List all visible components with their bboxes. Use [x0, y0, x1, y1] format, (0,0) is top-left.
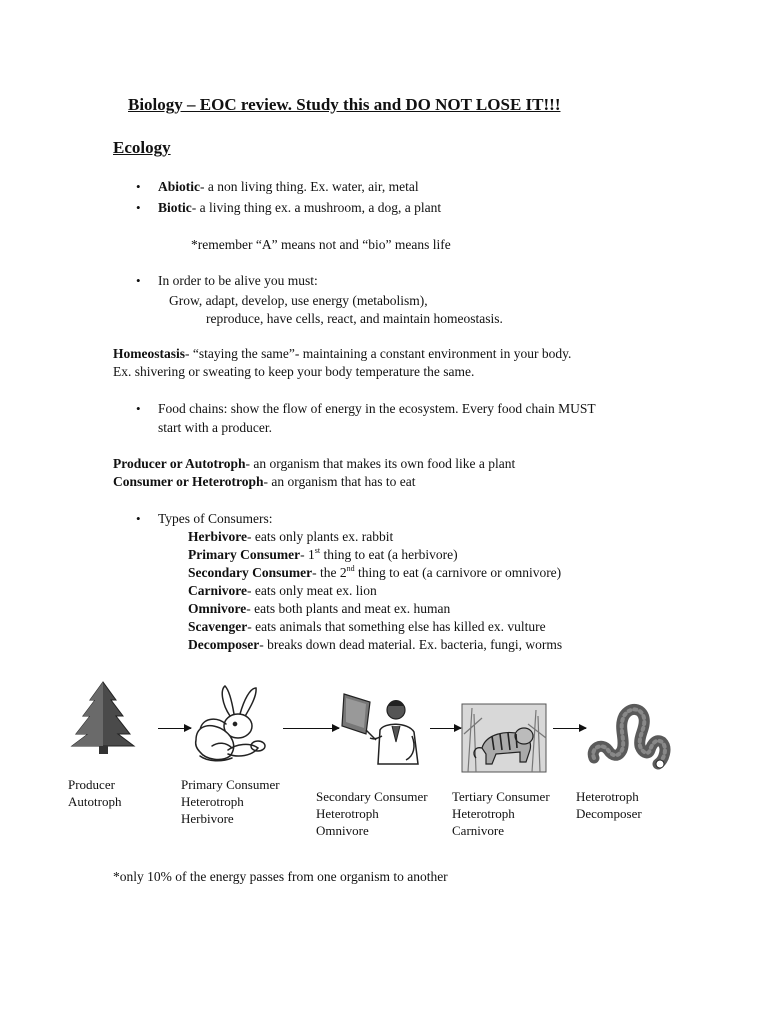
- consumer-type-herbivore: [188, 528, 393, 546]
- consumer-type-carnivore: [188, 582, 377, 600]
- caption-producer-line-2: Autotroph: [68, 794, 122, 809]
- caption-tertiary-line-3: Carnivore: [452, 823, 504, 838]
- homeostasis-example: Ex. shivering or sweating to keep your body temperature the same.: [113, 364, 475, 379]
- term-primary-consumer: Primary Consumer: [188, 547, 301, 562]
- caption-tertiary-consumer: [452, 788, 550, 839]
- caption-decomposer-line-2: Decomposer: [576, 806, 642, 821]
- caption-secondary-line-2: Heterotroph: [316, 806, 379, 821]
- man-icon: [340, 692, 422, 766]
- term-scavenger: Scavenger: [188, 619, 248, 634]
- term-homeostasis: Homeostasis: [113, 346, 185, 361]
- arrow-secondary-to-tertiary: [430, 728, 461, 729]
- homeostasis-text: - “staying the same”- maintaining a constant environment in your body.: [185, 346, 572, 361]
- caption-primary-line-3: Herbivore: [181, 811, 234, 826]
- secondary-post: thing to eat (a carnivore or omnivore): [354, 565, 562, 580]
- consumer-text: - an organism that has to eat: [263, 474, 416, 489]
- term-biotic: Biotic: [158, 200, 192, 215]
- term-consumer: Consumer or Heterotroph: [113, 474, 264, 489]
- rabbit-icon: [192, 684, 280, 764]
- term-abiotic: Abiotic: [158, 179, 200, 194]
- bullet-biotic: [158, 199, 441, 217]
- alive-line-2: reproduce, have cells, react, and maintain homeostasis.: [206, 311, 503, 326]
- arrow-primary-to-secondary: [283, 728, 339, 729]
- scavenger-text: - eats animals that something else has killed ex. vulture: [247, 619, 546, 634]
- secondary-pre: - the 2: [312, 565, 347, 580]
- primary-sup: st: [314, 546, 321, 555]
- caption-secondary-line-1: Secondary Consumer: [316, 789, 428, 804]
- term-producer: Producer or Autotroph: [113, 456, 246, 471]
- arrow-tertiary-to-decomposer: [553, 728, 586, 729]
- herbivore-text: - eats only plants ex. rabbit: [246, 529, 394, 544]
- caption-decomposer-line-1: Heterotroph: [576, 789, 639, 804]
- caption-tertiary-line-1: Tertiary Consumer: [452, 789, 550, 804]
- consumer-type-decomposer: [188, 636, 562, 654]
- bullet-abiotic: [158, 178, 419, 196]
- arrow-producer-to-primary: [158, 728, 191, 729]
- worm-icon: [588, 702, 670, 772]
- energy-note: *only 10% of the energy passes from one organism to another: [113, 869, 448, 884]
- consumer-type-omnivore: [188, 600, 450, 618]
- consumer-definition: [113, 473, 415, 491]
- omnivore-text: - eats both plants and meat ex. human: [246, 601, 451, 616]
- definition-abiotic: - a non living thing. Ex. water, air, metal: [200, 179, 419, 194]
- caption-primary-consumer: [181, 776, 280, 827]
- carnivore-text: - eats only meat ex. lion: [247, 583, 377, 598]
- producer-text: - an organism that makes its own food like a plant: [245, 456, 516, 471]
- caption-primary-line-1: Primary Consumer: [181, 777, 280, 792]
- secondary-sup: nd: [346, 564, 355, 573]
- decomposer-text: - breaks down dead material. Ex. bacteria, fungi, worms: [259, 637, 563, 652]
- caption-producer: [68, 776, 121, 810]
- term-secondary-consumer: Secondary Consumer: [188, 565, 313, 580]
- remember-note: *remember “A” means not and “bio” means life: [191, 237, 451, 252]
- caption-producer-line-1: Producer: [68, 777, 115, 792]
- section-heading-ecology: Ecology: [113, 138, 171, 157]
- consumer-type-scavenger: [188, 618, 546, 636]
- bullet-alive: • In order to be alive you must:: [158, 272, 318, 290]
- caption-secondary-line-3: Omnivore: [316, 823, 369, 838]
- caption-primary-line-2: Heterotroph: [181, 794, 244, 809]
- term-omnivore: Omnivore: [188, 601, 247, 616]
- bullet-types-of-consumers: • Types of Consumers:: [158, 510, 273, 528]
- definition-biotic: - a living thing ex. a mushroom, a dog, a plant: [191, 200, 442, 215]
- term-herbivore: Herbivore: [188, 529, 247, 544]
- primary-post: thing to eat (a herbivore): [320, 547, 458, 562]
- caption-decomposer: [576, 788, 642, 822]
- primary-pre: - 1: [300, 547, 315, 562]
- homeostasis-definition: [113, 345, 571, 363]
- food-chains-line-2: start with a producer.: [158, 420, 272, 435]
- alive-line-1: Grow, adapt, develop, use energy (metabolism),: [169, 293, 428, 308]
- tree-icon: [68, 680, 138, 755]
- producer-definition: [113, 455, 515, 473]
- caption-secondary-consumer: [316, 788, 428, 839]
- consumer-type-secondary: [188, 564, 561, 582]
- page-title: Biology – EOC review. Study this and DO NOT LOSE IT!!!: [128, 95, 561, 114]
- consumer-type-primary: [188, 546, 458, 564]
- tiger-icon: [462, 704, 546, 772]
- term-decomposer: Decomposer: [188, 637, 260, 652]
- bullet-food-chains: • Food chains: show the flow of energy in the ecosystem. Every food chain MUST: [158, 400, 596, 418]
- term-carnivore: Carnivore: [188, 583, 247, 598]
- caption-tertiary-line-2: Heterotroph: [452, 806, 515, 821]
